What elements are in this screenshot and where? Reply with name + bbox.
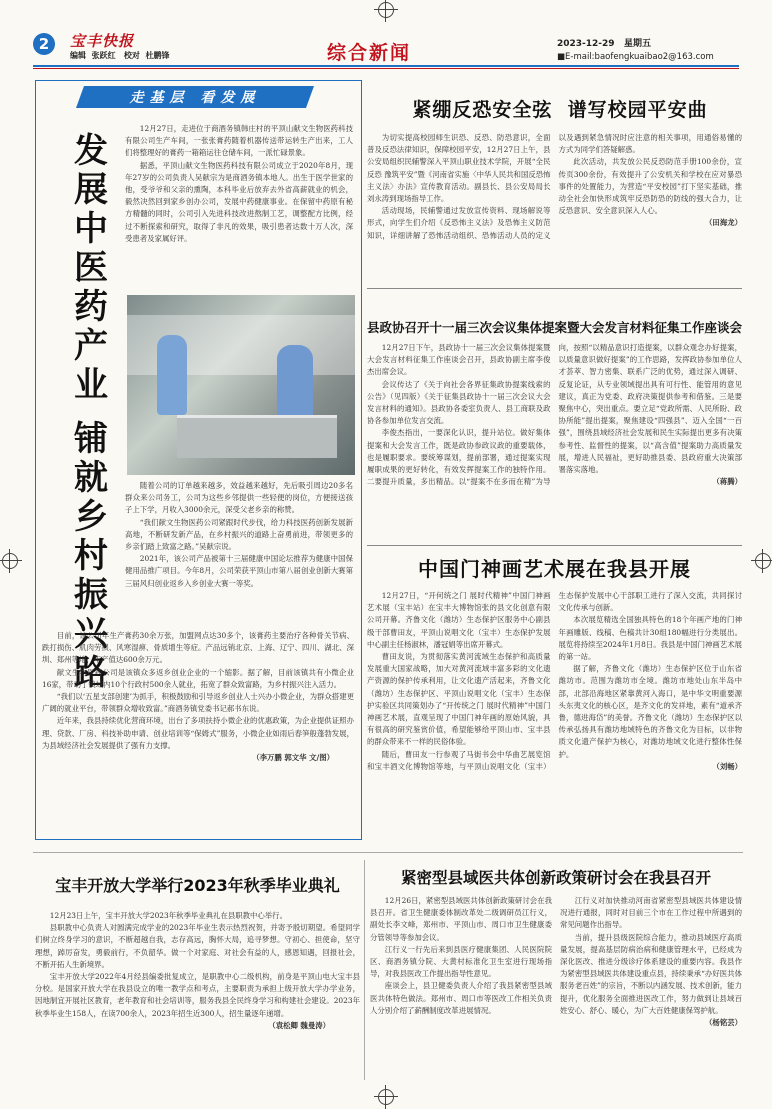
byline: （李万鹏 郭文华 文/图） [252, 753, 334, 763]
worker-figure [157, 335, 187, 415]
headline-doorgod: 中国门神画艺术展在我县开展 [418, 557, 691, 581]
paragraph: “我们献文生物医药公司紧跟时代步伐，给力科技医药创新发展新高地，不断研发新产品，在乡村振兴的道路上奋勇前进，带领更多的乡亲们踏上致富之路。”吴献宗说。 [125, 517, 353, 552]
issue-date: 2023-12-29 星期五 [557, 39, 651, 49]
paragraph: 随后，曹田友一行参观了马街书会中华曲艺展览馆和宝丰酒文化博物馆等地，与平顶山说唱文化（宝丰）生态保护发展中心干部职工进行了深入交流，共同探讨文化传承与创新。 [367, 591, 742, 771]
article-body-antiterror [367, 132, 742, 282]
paragraph: 随着公司的订单越来越多，效益越来越好，先后吸引周边20多名群众来公司务工，公司为这些乡邻提供一些轻便的岗位，方便接送孩子上下学，月收入3000余元，深受父老乡亲的称赞。 [125, 481, 353, 515]
paragraph: 江行义对加快推动河南省紧密型县域医共体建设情况进行通报，同时对目前三个市在工作过程中所遇到的常见问题作出指导。 [560, 896, 742, 930]
paragraph: 据了解，齐鲁文化（潍坊）生态保护区位于山东省潍坊市。范围为潍坊市全境。潍坊市地处山东半岛中部，北部沿海地区紧靠黄河入海口，是中华文明重要源头东夷文化的核心区，是齐文化的发祥地，素有“道承齐鲁，德进海岱”的美誉。齐鲁文化（潍坊）生态保护区以传承弘扬具有潍坊地域特色的齐鲁文化为目标，以非物质文化遗产保护为核心，对潍坊地域文化进行整体性保护。 [558, 664, 742, 759]
registration-mark-top [378, 2, 394, 18]
byline: （袁松卿 魏曼涛） [268, 1020, 330, 1030]
headline-medical: 紧密型县域医共体创新政策研讨会在我县召开 [400, 869, 711, 887]
article-body-graduation [35, 910, 360, 1032]
paragraph: 12月27日，“开何统之门 展时代精神”中国门神画艺术展（宝丰站）在宝丰大博物馆张的县文化创意有限公司开幕。齐鲁文化（潍坊）生态保护区服务中心副县级干部曹田友，平顶山说唱文化（宝丰）生态保护发展中心副主任杨淑林，潘冠娟等出席开幕式。 [367, 591, 551, 649]
headline-rural-2: 铺就乡村振兴路 [74, 419, 108, 693]
article-body-cppcc [367, 342, 742, 542]
paragraph: 据悉，平顶山献文生物医药科技有限公司成立于2020年8月，现年27岁的公司负责人吴献宗为是商酒务镇本地人。出生于医学世家的他，受爷爷和父亲的熏陶，本科毕业后放弃去外省高薪就业的机会，毅然决然回到家乡创办公司，发展中药健康事业。在保留中药原有秘方精髓的同时，公司引入先进科技改进熬制工艺，调整配方比例，经过不断探索和研究，取得了非凡的效果，吸引患者达数十万人次，深受患者及家属好评。 [125, 160, 353, 243]
paragraph: 12月27日下午，县政协十一届三次会议集体提案暨大会发言材料征集工作座谈会召开，县政协副主席李俊杰出席会议。 [367, 343, 551, 377]
paragraph: 县职教中心负责人对圆满完成学业的2023年毕业生表示热烈祝贺，并寄予殷切期望。希望同学们树立终身学习的意识，不断超越自我，志存高远，胸怀大局，追寻梦想。守初心、担使命，坚守理想，踔厉奋发，勇毅前行，不负韶华。做一个对家庭、对社会有益的人，感恩知遇，回报社会，不断开拓人生新境界。 [35, 923, 360, 969]
paragraph: 宝丰开放大学2022年4月经县编委批复成立，是职教中心二级机构，前身是平顶山电大宝丰县分校。是国家开放大学在我县设立的唯一教学点和考点，主要职责为承担上级开放大学办学业务，因地制宜开展社区教育，老年教育和社会培训等，服务我县全民终身学习和构建社会建设。2023年秋季毕业生158人，在读700余人，2023年招生近300人，招生量逐年递增。 [35, 972, 360, 1018]
header-rule [33, 65, 739, 67]
editors-line: 编辑 张跃红 校对 杜鹏锋 [70, 51, 170, 60]
paragraph: 此次活动，共发放公民反恐防范手册100余份，宣传页300余份，有效提升了公安机关和学校在应对暴恐事件的处置能力，为营造“平安校园”打下坚实基础，推动全社会加快形成筑牢反恐防恐的防线的强大合力，让反恐意识、安全意识深入人心。 [558, 157, 742, 216]
paragraph: 12月23日上午，宝丰开放大学2023年秋季毕业典礼在县职教中心举行。 [49, 911, 287, 920]
section-title: 综合新闻 [327, 42, 412, 64]
byline: （杨铭芸） [705, 1018, 742, 1028]
paragraph: 献文生物医药公司是该镇众多返乡创业企业的一个缩影。据了解，目前该镇共有小微企业16家，带动了镇域内10个行政村500余人就业，拓宽了群众致富路，为乡村振兴注入活力。 [42, 667, 354, 689]
paragraph: 座谈会上，县卫健委负责人介绍了我县紧密型县域医共体特色做法。郑州市、周口市等医改工作相关负责人分别介绍了薪酬制度改革进展情况。 [370, 981, 552, 1015]
contact-email: ■E-mail:baofengkuaibao2@163.com [557, 52, 714, 62]
paragraph: 为切实提高校园师生识恐、反恐、防恐意识，全面普及反恐法律知识，保障校园平安，12月27日上午，县公安局组织民辅警深入平顶山职业技术学院，开展“全民反恐 豫筑平安”暨《河南省实施〈中华人民共和国反恐怖主义法〉办法》宣传教育活动。副县长、县公安局局长刘永涛到现场指导工作。 [367, 133, 551, 204]
paper-name: 宝丰快报 [70, 32, 135, 50]
article-body-medical [370, 895, 742, 1080]
paragraph: 12月27日，走进位于商酒务镇韩庄村的平顶山献文生物医药科技有限公司生产车间，一张张膏药随着机器传送带运转生产出来，工人们将整理好的膏药一箱箱运往仓储车间，一派忙碌景象。 [125, 124, 353, 158]
divider-vertical [364, 860, 365, 1080]
paragraph: 2021年，该公司产品被第十三届健康中国论坛推荐为健康中国保健用品推广项目。今年8月，公司荣获平顶山市第八届创业创新大赛第三届风归创业返乡入乡创业大赛一等奖。 [125, 554, 353, 588]
paragraph: 近年来，我县持续优化营商环境，出台了多项扶持小微企业的优惠政策，为企业提供证照办理、贷款、厂房、科技补助申请、创业培训等“保姆式”服务，小微企业如雨后春笋般蓬勃发展，为县域经济社会发展提供了强有力支撑。 [42, 716, 354, 750]
registration-mark-left [2, 553, 18, 569]
headline-antiterror: 紧绷反恐安全弦 谱写校园平安曲 [412, 99, 708, 121]
paragraph: 活动现场，民辅警通过发放宣传资料、现场解说等形式，向学生们介绍《反恐怖主义法》及恐怖主义防范知识，详细讲解了恐怖活动组织、恐怖活动人员的定义以及遇到紧急情况时应注意的相关事项，用通俗易懂的方式为同学们答疑解惑。 [367, 133, 742, 240]
article-body-rural-mid [125, 480, 353, 590]
article-body-doorgod [367, 590, 742, 840]
conveyor-machine [177, 415, 337, 458]
divider [367, 288, 742, 289]
registration-mark-right [755, 553, 771, 569]
divider-horizontal [33, 852, 743, 853]
paragraph: 会议传达了《关于向社会各界征集政协提案线索的公告》（见四版）《关于征集县政协十一届三次会议大会发言材料的通知》。县政协各委室负责人、县工商联及政协各参加单位发言交流。 [367, 379, 551, 426]
header-rule-red [33, 68, 739, 69]
headline-rural-1: 发展中医药产业 [74, 131, 108, 405]
registration-mark-bottom [378, 1089, 394, 1105]
factory-photo [127, 295, 355, 475]
byline: （田海龙） [705, 218, 742, 228]
divider [367, 545, 742, 546]
paragraph: 目前，该公司年生产膏药30余万张，加盟网点达30多个，该膏药主要治疗各种骨关节病、跌打损伤、肌肉劳损、风寒湿痹、骨质增生等症。产品远销北京、上海、辽宁、四川、湖北、深圳、郑州等地，年产值达600余万元。 [42, 631, 354, 665]
byline: （蒋腾） [712, 477, 742, 487]
paragraph: 12月26日，紧密型县域医共体创新政策研讨会在我县召开。省卫生健康委体制改革处二级调研员江行义，副处长李文峰，郑州市、平顶山市、周口市卫生健康委分管领导等参加会议。 [370, 896, 552, 942]
byline: （刘畅） [712, 761, 742, 771]
column-banner-text: 走基层 看发展 [129, 90, 261, 106]
page-number: 2 [38, 35, 50, 53]
paragraph: 李俊杰指出，一要深化认识，提升站位。做好集体提案和大会发言工作，既是政协参政议政的重要载体，也是履职要求。要统筹谋划，提前部署，通过提案实现履职成果的更好转化，有效发挥提案工作的独特作用。二要提升质量，多出精品。以“提案不在多而在精”为导向，按照“以精品意识打造提案，以群众观念办好提案，以质量意识做好提案”的工作思路，发挥政协参加单位人才荟萃、智力密集、联系广泛的优势，通过深入调研、反复论证，从专业领域提出具有可行性、能管用的意见建议，真正为党委、政府决策提供参考和借鉴。三是要聚焦中心，突出重点。要立足“党政所需、人民所盼、政协所能”提出提案，聚焦建设“四强县”、迈入全国“一百强”，围绕县域经济社会发展和民生实际提出更多有决策参考性、监督性的提案，以“高含值”提案助力高质量发展，增进人民福祉，更好助推县委、县政府重大决策部署落实落地。 [367, 343, 742, 487]
paragraph: 当前，提升县级医院综合能力，推动县域医疗高质量发展，提高基层防病治病和健康管理水平，已经成为深化医改、推进分级诊疗体系建设的重要内容。我县作为紧密型县域医共体建设重点县，持续秉承“办好医共体 服务老百姓”的宗旨，不断以内涵发展、技术创新，能力提升，优化服务全面推进医改工作，努力做到让县域百姓安心、舒心、暖心，为广大百姓健康保驾护航。 [560, 932, 742, 1015]
paragraph: 本次展览精选全国独具特色的18个年画产地的门神年画雕版、线稿、色稿共计30组180幅进行分类展出。展览将持续至2024年1月8日。我县是中国门神画艺术展的第一站。 [558, 615, 742, 662]
article-body-rural-top [125, 123, 353, 245]
article-body-rural-bottom [42, 630, 354, 764]
headline-graduation: 宝丰开放大学举行2023年秋季毕业典礼 [55, 876, 340, 895]
page-number-badge [33, 33, 55, 55]
paragraph: “我们以‘五星支部创建’为抓手，积极鼓励和引导返乡创业人士兴办小微企业，为群众搭建更广阔的就业平台，带领群众增收致富。”商酒务镇党委书记郝书东说。 [42, 692, 354, 714]
headline-cppcc: 县政协召开十一届三次会议集体提案暨大会发言材料征集工作座谈会 [367, 320, 743, 335]
paragraph: 曹田友说，为贯彻落实黄河流域生态保护和高质量发展重大国家战略，加大对黄河流域丰富多彩的文化遗产资源的保护传承利用，让文化遗产活起来，齐鲁文化（潍坊）生态保护区、平顶山说唱文化（宝丰）生态保护实验区共同策划办了“开传统之门 展时代精神”中国门神画艺术展，直观呈现了中国门神年画的原始风貌，具有很高的研究鉴赏价值，希望能够给平顶山市、宝丰县的群众带来不一样的民俗体验。 [367, 652, 551, 747]
paragraph: 江行义一行先后来到县医疗健康集团、人民医院院区、商酒务镇分院、大黄村标准化卫生室进行现场指导，对我县医改工作提出指导性意见。 [370, 944, 552, 979]
